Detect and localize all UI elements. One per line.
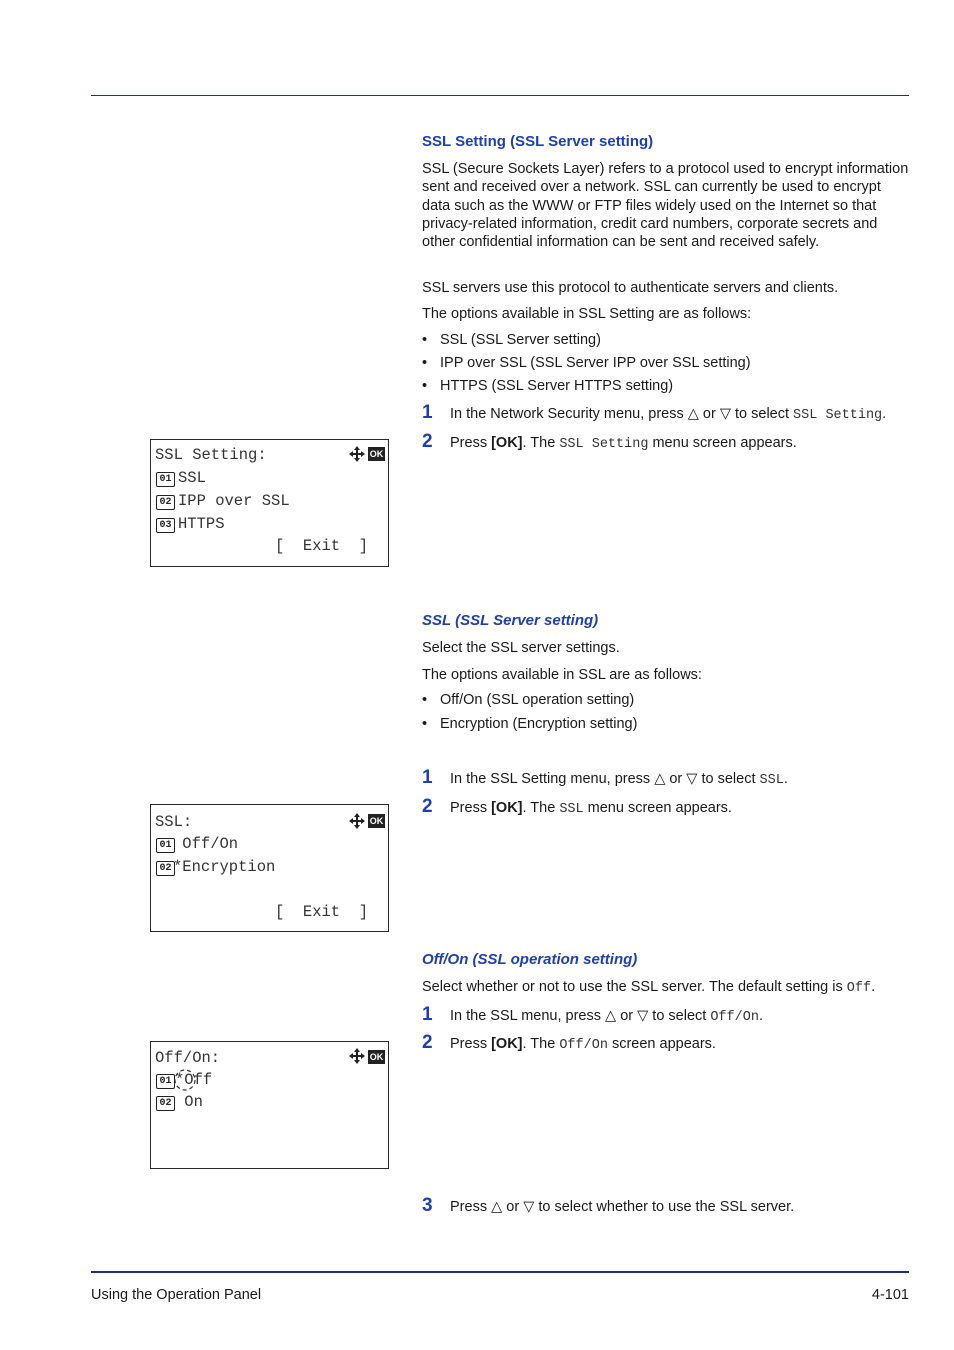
section-heading-ssl: SSL (SSL Server setting) — [422, 612, 599, 629]
top-rule — [91, 95, 909, 96]
cursor-highlight-icon — [171, 1067, 199, 1093]
page-number: 4-101 — [871, 1287, 909, 1303]
section-heading-off-on: Off/On (SSL operation setting) — [422, 951, 638, 968]
lcd-menu-item: HTTPS — [178, 515, 225, 533]
ok-icon: OK — [369, 449, 384, 459]
section-heading-ssl-setting: SSL Setting (SSL Server setting) — [422, 133, 654, 150]
bottom-rule — [91, 1271, 909, 1273]
item-number-badge: 01 — [156, 838, 175, 853]
item-number-badge: 01 — [156, 1074, 175, 1089]
item-number-badge: 02 — [156, 861, 175, 876]
item-number-badge: 02 — [156, 1096, 175, 1111]
lcd-screen-ssl-setting — [150, 439, 389, 567]
paragraph: SSL servers use this protocol to authenticate servers and clients. — [422, 280, 839, 296]
paragraph: The options available in SSL are as follows: — [422, 667, 702, 683]
lcd-menu-item: On — [175, 1093, 203, 1111]
lcd-menu-item: SSL — [178, 469, 206, 487]
item-number-badge: 03 — [156, 518, 175, 533]
lcd-screen-ssl — [150, 804, 389, 932]
ok-icon: OK — [369, 1052, 384, 1062]
footer-section-title: Using the Operation Panel — [91, 1287, 262, 1303]
paragraph: Select the SSL server settings. — [422, 640, 620, 656]
lcd-menu-item: *Encryption — [173, 858, 276, 876]
lcd-title: Off/On: — [155, 1049, 221, 1067]
paragraph: Select whether or not to use the SSL server. The default setting is Off. — [422, 979, 876, 996]
lcd-title: SSL: — [155, 813, 193, 831]
lcd-screen-off-on — [150, 1041, 389, 1169]
navigation-arrows-icon — [348, 1047, 366, 1065]
ok-icon: OK — [369, 816, 384, 826]
lcd-menu-item: Off/On — [173, 835, 239, 853]
paragraph: The options available in SSL Setting are as follows: — [422, 306, 752, 322]
lcd-menu-item: IPP over SSL — [178, 492, 290, 510]
navigation-arrows-icon — [348, 445, 366, 463]
navigation-arrows-icon — [348, 812, 366, 830]
lcd-title: SSL Setting: — [155, 446, 267, 464]
item-number-badge: 02 — [156, 495, 175, 510]
item-number-badge: 01 — [156, 472, 175, 487]
paragraph: SSL (Secure Sockets Layer) refers to a protocol used to encrypt information sent and received over a network. SSL can currently be used to encrypt data such as the WWW or FTP files widely used on the Internet so that privacy-related information, credit card numbers, corporate secrets and other confidential information can be sent and received safely. — [422, 161, 909, 251]
lcd-softkey-exit: [ Exit ] — [275, 537, 369, 555]
lcd-menu-item-selected: *Off — [175, 1071, 213, 1089]
lcd-softkey-exit: [ Exit ] — [275, 903, 369, 921]
